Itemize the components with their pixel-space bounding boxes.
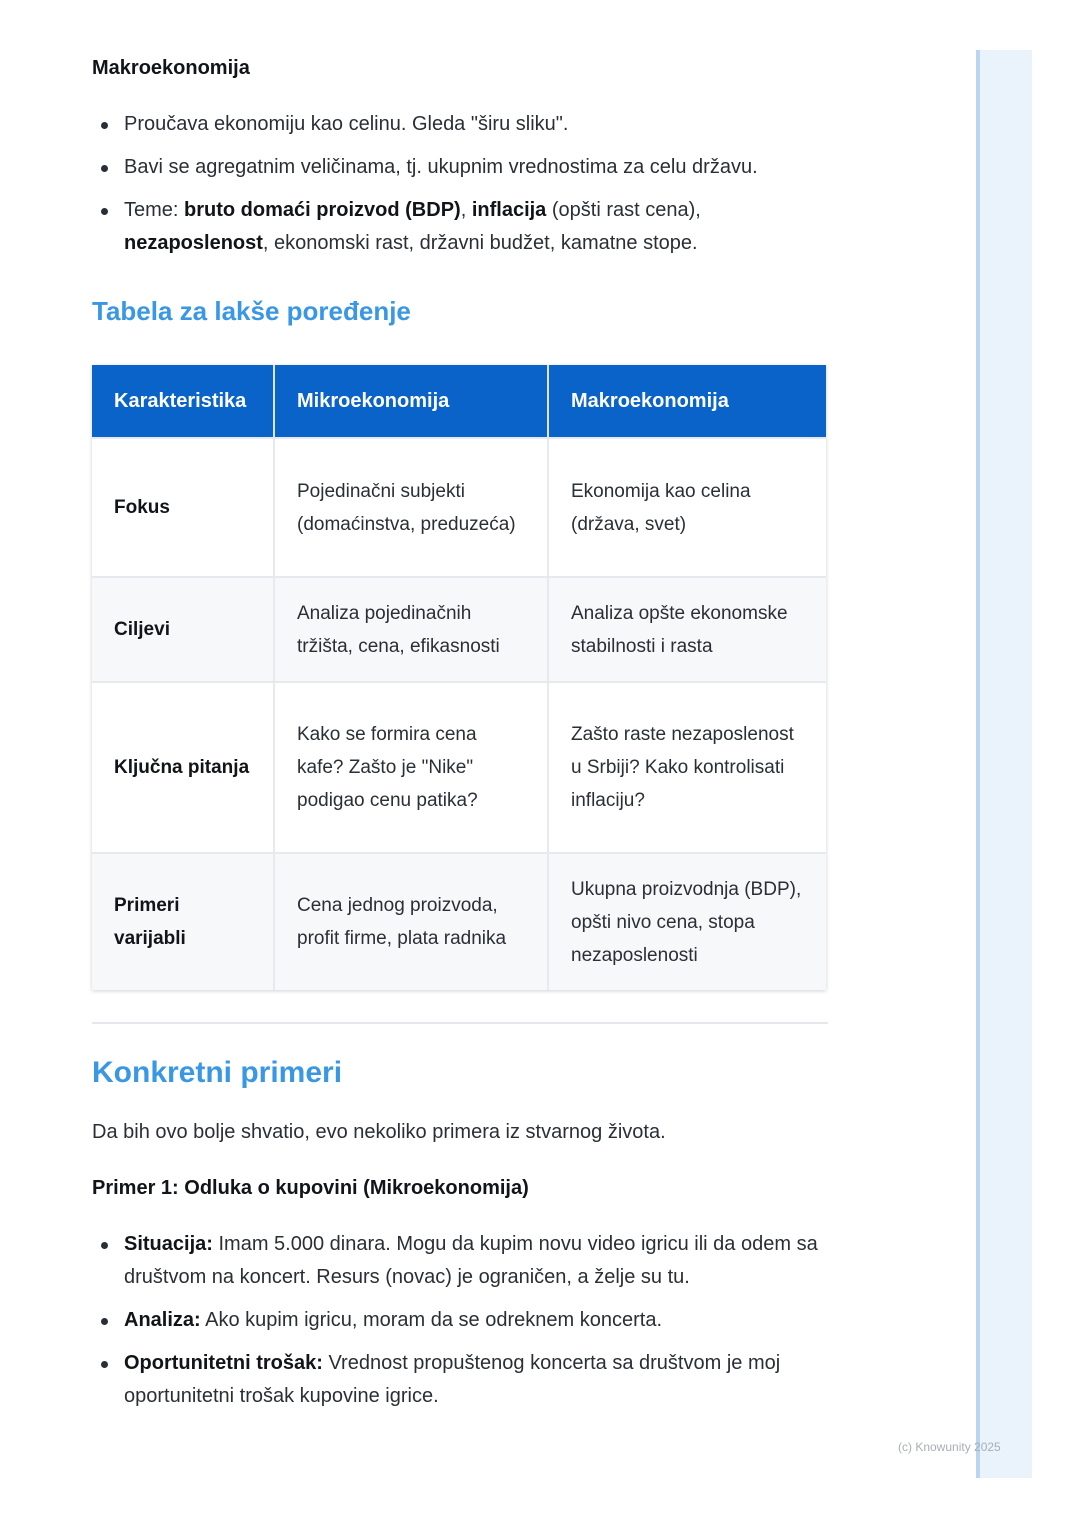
table-cell: Cena jednog proizvoda, profit firme, plata radnika [274,853,548,990]
example1-bullet-list [92,1228,828,1413]
table-header-row [92,365,826,438]
comparison-table [92,365,826,990]
copyright-footer: (c) Knowunity 2025 [898,1440,1001,1454]
table-cell: Pojedinačni subjekti (domaćinstva, preduzeća) [274,438,548,577]
table-cell: Ukupna proizvodnja (BDP), opšti nivo cena, stopa nezaposlenosti [548,853,826,990]
examples-heading: Konkretni primeri [92,1056,343,1089]
list-item: Situacija: Imam 5.000 dinara. Mogu da kupim novu video igricu ili da odem sa društvom na koncert. Resurs (novac) je ograničen, a želje su tu. [92,1228,828,1294]
row-label: Ciljevi [92,577,274,682]
section-divider [92,1022,828,1024]
makro-heading: Makroekonomija [92,57,250,79]
table-cell: Zašto raste nezaposlenost u Srbiji? Kako kontrolisati inflaciju? [548,682,826,853]
column-header: Mikroekonomija [274,365,548,438]
table-cell: Ekonomija kao celina (država, svet) [548,438,826,577]
list-item: Bavi se agregatnim veličinama, tj. ukupnim vrednostima za celu državu. [92,151,828,184]
table-row [92,438,826,577]
row-label: Fokus [92,438,274,577]
list-item: Oportunitetni trošak: Vrednost propuštenog koncerta sa društvom je moj oportunitetni trošak kupovine igrice. [92,1347,828,1413]
list-item: Proučava ekonomiju kao celinu. Gleda "širu sliku". [92,108,828,141]
side-panel [976,50,1032,1478]
example1-title: Primer 1: Odluka o kupovini (Mikroekonomija) [92,1177,529,1199]
table-row [92,682,826,853]
column-header: Makroekonomija [548,365,826,438]
table-cell: Analiza pojedinačnih tržišta, cena, efikasnosti [274,577,548,682]
row-label: Ključna pitanja [92,682,274,853]
table-cell: Analiza opšte ekonomske stabilnosti i rasta [548,577,826,682]
table-row [92,577,826,682]
row-label: Primeri varijabli [92,853,274,990]
table-row [92,853,826,990]
table-cell: Kako se formira cena kafe? Zašto je "Nike" podigao cenu patika? [274,682,548,853]
list-item: Analiza: Ako kupim igricu, moram da se odreknem koncerta. [92,1304,828,1337]
makro-bullet-list [92,108,828,260]
list-item: Teme: bruto domaći proizvod (BDP), inflacija (opšti rast cena), nezaposlenost, ekonomski rast, državni budžet, kamatne stope. [92,194,828,260]
table-heading: Tabela za lakše poređenje [92,296,411,326]
examples-intro: Da bih ovo bolje shvatio, evo nekoliko primera iz stvarnog života. [92,1121,666,1143]
column-header: Karakteristika [92,365,274,438]
